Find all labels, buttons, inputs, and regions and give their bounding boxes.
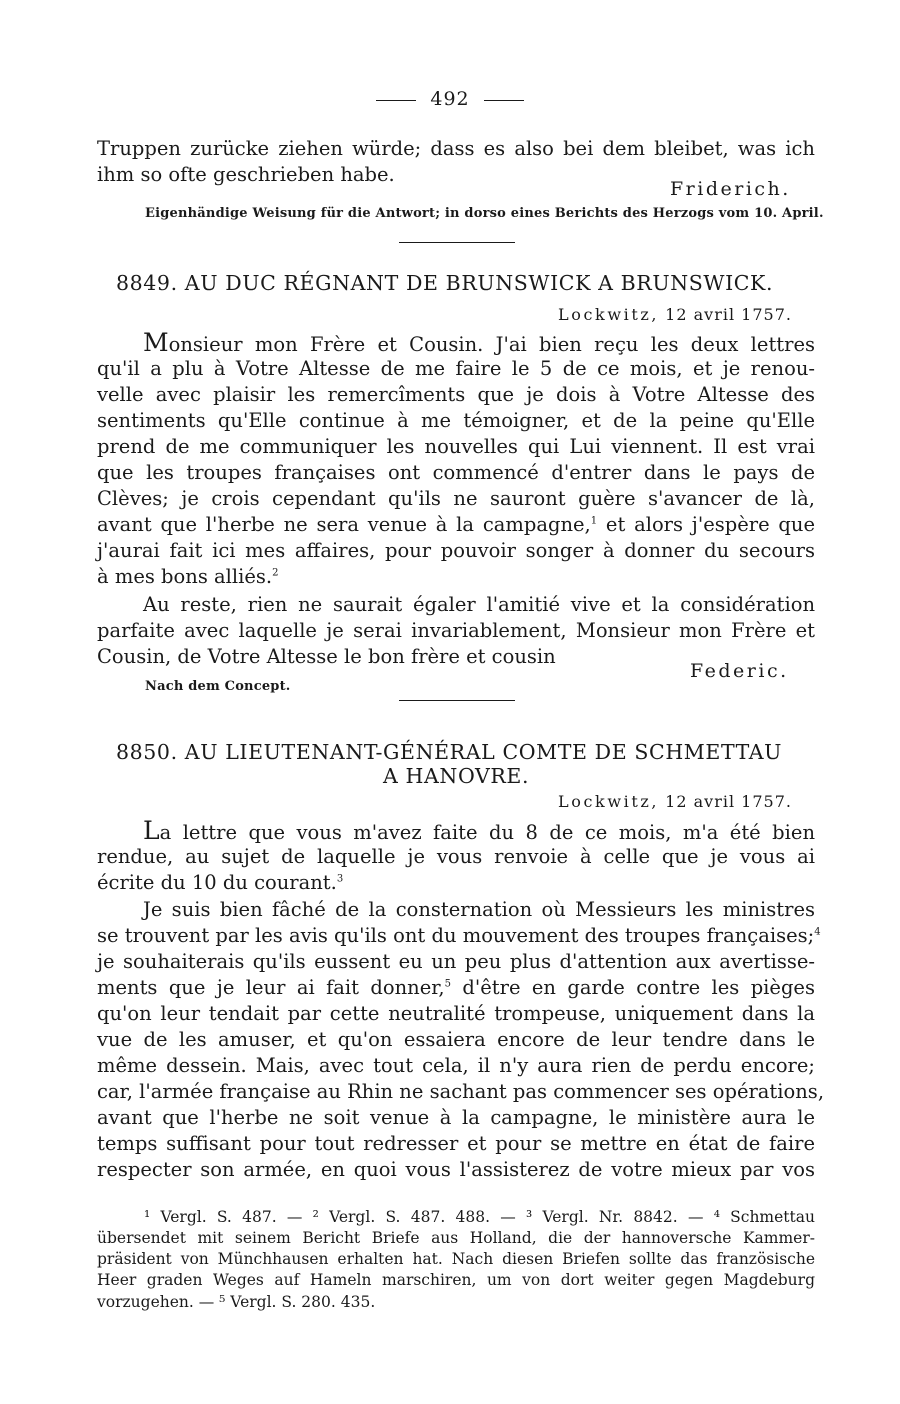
footnote-ref-3[interactable]: 3: [336, 873, 344, 885]
letter-8850-p1-line-2: rendue, au sujet de laquelle je vous renvoie à celle que je vous ai: [97, 845, 815, 868]
letter-8849-p1-line-7: Clèves; je crois cependant qu'ils ne sauront guère s'avancer de là,: [97, 487, 815, 510]
letter-8849-place: Lockwitz,: [558, 305, 660, 324]
letter-8849-dateline: [558, 305, 792, 324]
letter-8850-date: 12 avril 1757.: [665, 792, 792, 811]
letter-8850-p2-line-2: se trouvent par les avis qu'ils ont du mouvement des troupes françaises;$^4$: [97, 924, 821, 947]
letter-8850-heading-line-2: A HANOVRE.: [383, 764, 530, 788]
letter-8850-p2-line-4: ments que je leur ai fait donner,$^5$ d'être en garde contre les pièges: [97, 976, 815, 999]
letter-8849-p1-line-10: à mes bons alliés.$^2$: [97, 565, 279, 588]
letter-8849-p2-line-1: Au reste, rien ne saurait égaler l'amitié vive et la considération: [143, 593, 815, 616]
letter-8849-p1-line-6: que les troupes françaises ont commencé d'entrer dans le pays de: [97, 461, 815, 484]
signature-friderich: Friderich.: [670, 178, 791, 200]
letter-8850-p2-line-1: Je suis bien fâché de la consternation où Messieurs les ministres: [143, 898, 815, 921]
source-note-8849: Nach dem Concept.: [145, 679, 291, 694]
letter-8850-p2-line-6: vue de les amuser, et qu'on essaiera encore de leur tendre dans le: [97, 1028, 815, 1051]
footnote-line-5: vorzugehen. — ⁵ Vergl. S. 280. 435.: [97, 1293, 376, 1311]
footnote-line-2: übersendet mit seinem Bericht Briefe aus Holland, die der hannoversche Kammer-: [97, 1229, 815, 1247]
top-paragraph-line-2: ihm so ofte geschrieben habe.: [97, 163, 395, 186]
letter-8850-p1-line-3: écrite du 10 du courant.$^3$: [97, 871, 344, 894]
source-note-top: Eigenhändige Weisung für die Antwort; in dorso eines Berichts des Herzogs vom 10. April.: [145, 206, 824, 221]
letter-8850-p2-line-8: car, l'armée française au Rhin ne sachant pas commencer ses opérations,: [97, 1080, 825, 1103]
footnote-line-1: ¹ Vergl. S. 487. — ² Vergl. S. 487. 488. — ³ Vergl. Nr. 8842. — ⁴ Schmettau: [144, 1208, 815, 1226]
letter-8850-p2-line-3: je souhaiterais qu'ils eussent eu un peu plus d'attention aux avertisse-: [97, 950, 815, 973]
letter-8850-p1-line-1: La lettre que vous m'avez faite du 8 de ce mois, m'a été bien: [143, 816, 815, 845]
letter-8849-heading: 8849. AU DUC RÉGNANT DE BRUNSWICK A BRUNSWICK.: [116, 271, 774, 295]
letter-8849-p1-line-1: Monsieur mon Frère et Cousin. J'ai bien reçu les deux lettres: [143, 328, 815, 357]
letter-8849-p2-line-2: parfaite avec laquelle je serai invariablement, Monsieur mon Frère et: [97, 619, 815, 642]
letter-8849-date: 12 avril 1757.: [665, 305, 792, 324]
letter-8850-p2-line-9: avant que l'herbe ne soit venue à la campagne, le ministère aura le: [97, 1106, 815, 1129]
letter-8849-p1-line-5: prend de me communiquer les nouvelles qui Lui viennent. Il est vrai: [97, 435, 815, 458]
letter-8850-p2-line-10: temps suffisant pour tout redresser et pour se mettre en état de faire: [97, 1132, 815, 1155]
page-number-dash-right: [484, 100, 524, 101]
letter-8850-p2-line-7: même dessein. Mais, avec tout cela, il n'y aura rien de perdu encore;: [97, 1054, 815, 1077]
letter-8850-p2-line-11: respecter son armée, en quoi vous l'assisterez de votre mieux par vos: [97, 1158, 815, 1181]
letter-8849-dropcap: M: [143, 328, 169, 357]
section-divider-2: [399, 700, 515, 701]
letter-8849-p1-line-8: avant que l'herbe ne sera venue à la campagne,$^1$ et alors j'espère que: [97, 513, 815, 536]
letter-8849-p1-line-9: j'aurai fait ici mes affaires, pour pouvoir songer à donner du secours: [97, 539, 815, 562]
letter-8849-p1-line-3: velle avec plaisir les remercîments que je dois à Votre Altesse des: [97, 383, 815, 406]
footnote-line-3: präsident von Münchhausen erhalten hat. Nach diesen Briefen sollte das französische: [97, 1250, 815, 1268]
letter-8850-dropcap: L: [143, 816, 160, 845]
footnote-ref-2[interactable]: 2: [272, 567, 279, 579]
section-divider-1: [399, 242, 515, 243]
footnote-ref-4[interactable]: 4: [814, 926, 821, 938]
footnote-ref-1[interactable]: 1: [590, 515, 598, 527]
letter-8850-dateline: [558, 792, 792, 811]
page-number-dash-left: [376, 100, 416, 101]
page-number: [0, 88, 900, 110]
top-paragraph-line-1: Truppen zurücke ziehen würde; dass es also bei dem bleibet, was ich: [97, 137, 815, 160]
letter-8850-p2-line-5: qu'on leur tendait par cette neutralité trompeuse, uniquement dans la: [97, 1002, 815, 1025]
letter-8849-p2-line-3: Cousin, de Votre Altesse le bon frère et cousin: [97, 645, 556, 668]
signature-federic: Federic.: [690, 660, 789, 682]
letter-8850-heading-line-1: 8850. AU LIEUTENANT-GÉNÉRAL COMTE DE SCHMETTAU: [116, 740, 783, 764]
letter-8850-place: Lockwitz,: [558, 792, 660, 811]
letter-8849-p1-line-2: qu'il a plu à Votre Altesse de me faire le 5 de ce mois, et je renou-: [97, 357, 815, 380]
page-number-text: 492: [430, 88, 470, 110]
footnote-line-4: Heer graden Weges auf Hameln marschiren, um von dort weiter gegen Magdeburg: [97, 1271, 815, 1289]
letter-8849-p1-line-4: sentiments qu'Elle continue à me témoigner, et de la peine qu'Elle: [97, 409, 815, 432]
footnote-ref-5[interactable]: 5: [444, 978, 452, 990]
